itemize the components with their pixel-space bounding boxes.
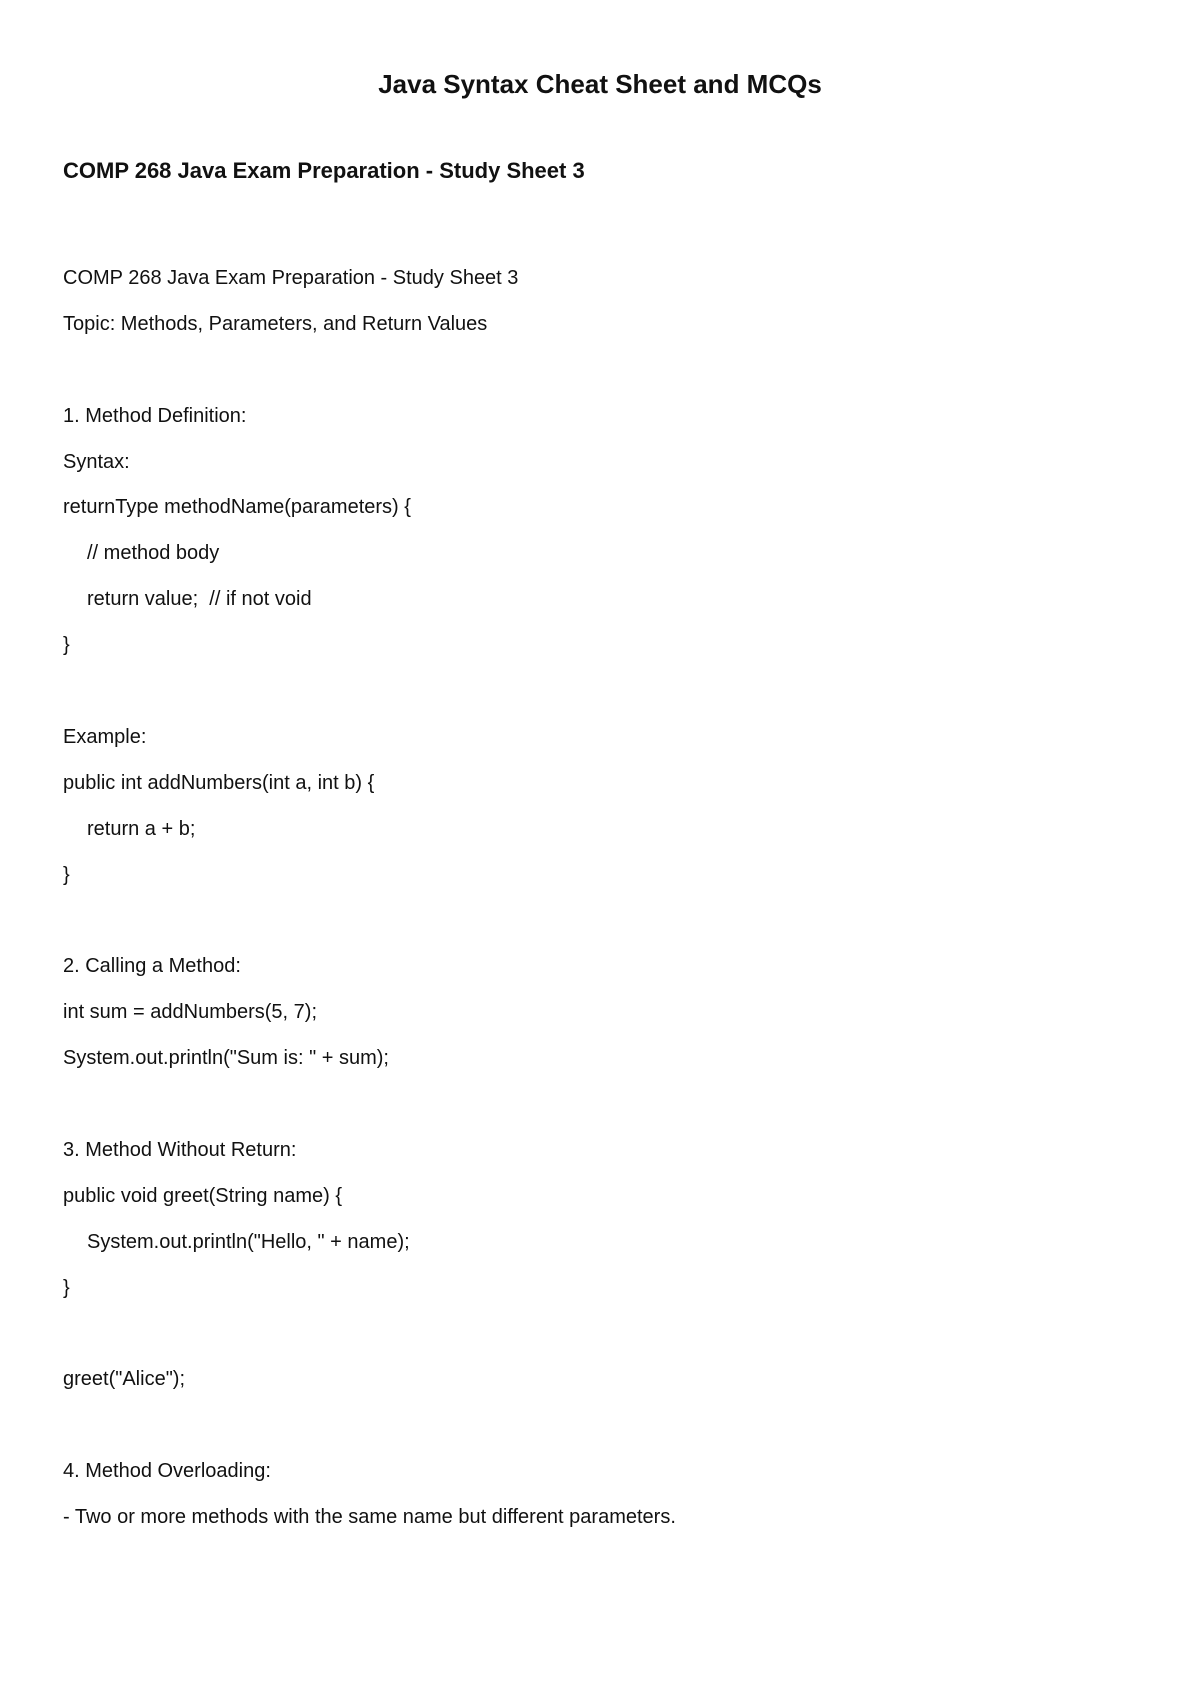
code-line: // method body (87, 542, 220, 565)
document-subtitle: COMP 268 Java Exam Preparation - Study Sheet 3 (63, 158, 585, 183)
body-line: Example: (63, 725, 147, 748)
section-heading: 3. Method Without Return: (63, 1138, 297, 1161)
section-heading: 2. Calling a Method: (63, 955, 241, 978)
section-heading: 4. Method Overloading: (63, 1460, 271, 1483)
code-line: int sum = addNumbers(5, 7); (63, 1001, 317, 1024)
body-line: COMP 268 Java Exam Preparation - Study Sheet 3 (63, 267, 519, 289)
code-line: } (63, 863, 70, 886)
blank-line (63, 908, 1133, 954)
document-body (63, 266, 1133, 1551)
blank-line (63, 1321, 1133, 1367)
blank-line (63, 358, 1133, 404)
code-line: System.out.println("Sum is: " + sum); (63, 1047, 389, 1070)
code-line: public int addNumbers(int a, int b) { (63, 771, 375, 794)
body-line: Topic: Methods, Parameters, and Return Values (63, 312, 488, 335)
code-line: } (63, 1276, 70, 1299)
section-heading: 1. Method Definition: (63, 404, 247, 427)
blank-line (63, 1413, 1133, 1459)
body-line: - Two or more methods with the same name but different parameters. (63, 1506, 676, 1529)
code-line: greet("Alice"); (63, 1368, 186, 1391)
body-line: Syntax: (63, 450, 130, 473)
code-line: return a + b; (87, 817, 196, 840)
code-line: return value; // if not void (87, 588, 312, 611)
blank-line (63, 679, 1133, 725)
blank-line (63, 1092, 1133, 1138)
code-line: public void greet(String name) { (63, 1184, 343, 1207)
document-title: Java Syntax Cheat Sheet and MCQs (378, 69, 822, 99)
code-line: System.out.println("Hello, " + name); (87, 1230, 410, 1253)
code-line: } (63, 634, 70, 657)
code-line: returnType methodName(parameters) { (63, 496, 411, 519)
